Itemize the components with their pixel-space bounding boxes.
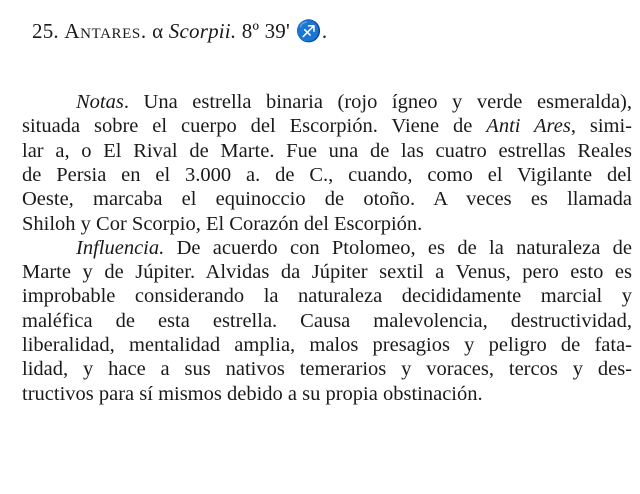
text-line <box>22 357 632 381</box>
italic-text: Notas <box>76 91 124 113</box>
text-run: Shiloh y Cor Scorpio, El Corazón del Escorpión. <box>22 212 423 235</box>
zodiac-position: 8º 39' <box>241 19 290 43</box>
text-line <box>22 333 632 357</box>
text-run: de Persia en el 3.000 a. de C., cuando, como el Vigilante del <box>22 163 632 186</box>
italic-text: Influencia. <box>76 236 165 259</box>
text-line <box>22 212 632 236</box>
sagittarius-icon: ♐ <box>295 19 322 43</box>
text-line <box>22 114 632 138</box>
text-line <box>22 187 632 211</box>
italic-text: Anti Ares <box>486 115 571 138</box>
heading-period: . <box>321 19 328 43</box>
text-run: De acuerdo con Ptolomeo, es de la naturaleza de <box>164 236 632 259</box>
text-line <box>22 309 632 333</box>
text-line <box>76 236 632 260</box>
text-run: lar a, o El Rival de Marte. Fue una de las cuatro estrellas Reales <box>22 139 632 162</box>
text-line <box>22 139 632 163</box>
constellation-name: Scorpii. <box>168 19 237 43</box>
text-run: liberalidad, mentalidad amplia, malos presagios y peligro de fata- <box>22 334 632 356</box>
text-line <box>22 260 632 284</box>
text-run: maléfica de esta estrella. Causa malevolencia, destructividad, <box>22 309 632 332</box>
text-run: lidad, y hace a sus nativos temerarios y voraces, tercos y des- <box>22 358 632 381</box>
text-line <box>22 163 632 187</box>
text-line <box>76 90 632 114</box>
text-run: situada sobre el cuerpo del Escorpión. Viene de <box>22 115 487 138</box>
text-run: Oeste, marcaba el equinoccio de otoño. A veces es llamada <box>22 188 632 211</box>
text-run: tructivos para sí mismos debido a su propia obstinación. <box>22 382 483 405</box>
text-line <box>22 382 632 406</box>
star-name: Antares. <box>64 19 147 43</box>
text-run: . Una estrella binaria (rojo ígneo y verde esmeralda), <box>123 91 632 113</box>
text-run: improbable considerando la naturaleza decididamente marcial y <box>22 285 632 308</box>
text-run: Marte y de Júpiter. Alvidas da Júpiter sextil a Venus, pero esto es <box>22 261 632 284</box>
text-run: , simi- <box>570 115 633 138</box>
alpha-symbol: α <box>152 19 164 43</box>
star-heading <box>32 18 327 44</box>
entry-number: 25. <box>32 19 59 43</box>
text-line <box>22 284 632 308</box>
